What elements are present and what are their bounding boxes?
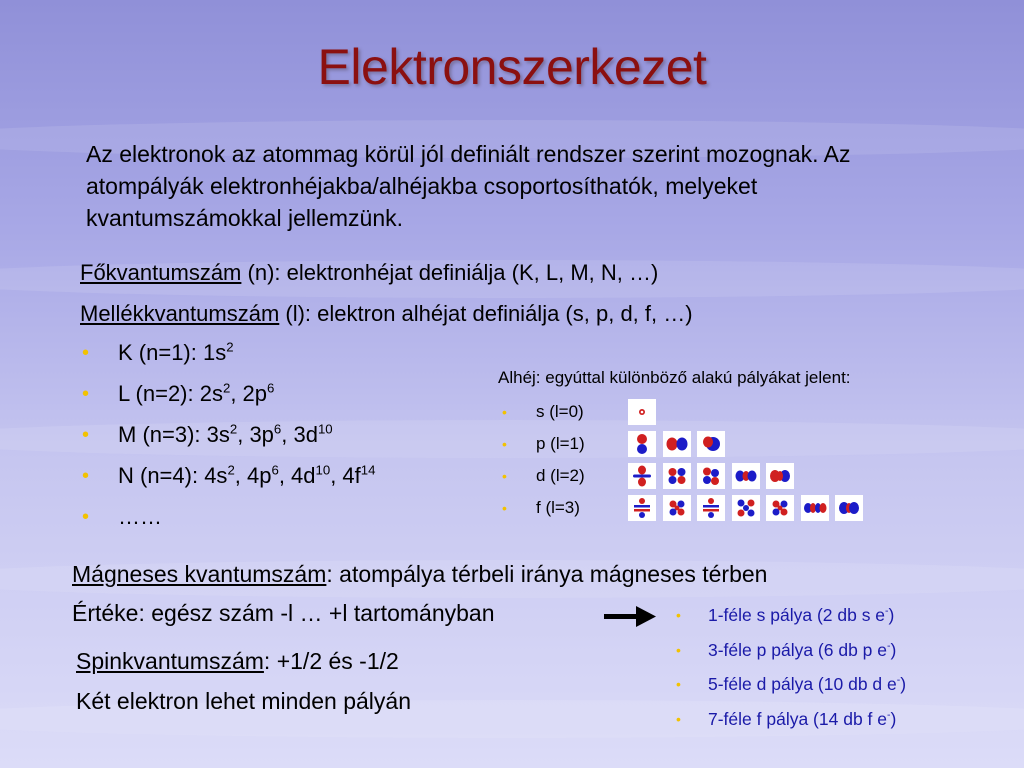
bullet-icon: • — [82, 465, 90, 487]
magnetic-quantum-line — [72, 561, 767, 588]
azimuthal-quantum-line — [80, 301, 693, 327]
subshell-item-f: • f (l=3) — [536, 494, 580, 522]
orbital-shape-icon — [663, 495, 691, 521]
orbital-shape-icon — [663, 431, 691, 457]
azimuthal-desc: (l): elektron alhéjat definiálja (s, p, d, f, …) — [279, 301, 693, 326]
bullet-icon: • — [502, 436, 507, 452]
bullet-icon: • — [676, 710, 681, 727]
orbital-shape-icon — [835, 495, 863, 521]
bullet-icon: • — [82, 383, 90, 405]
shell-item: • L (n=2): $2s^2$, $2p^6$ — [82, 380, 275, 406]
orbital-count-item: • 1-féle s pálya (2 db s e-) — [676, 605, 895, 625]
orbital-shape-icon — [628, 463, 656, 489]
orbital-shape-icon — [628, 495, 656, 521]
azimuthal-term: Mellékkvantumszám — [80, 301, 280, 326]
bullet-icon: • — [82, 424, 90, 446]
shell-item: • N (n=4): $4s^2$, $4p^6$, $4d^{10}$, $4f^{14}$ — [82, 462, 376, 488]
orbital-shape-icon — [628, 431, 656, 457]
bullet-icon: • — [676, 676, 681, 692]
orbital-shape-icon — [663, 463, 691, 489]
value-range-line: Értéke: egész szám -l … +l tartományban — [72, 600, 495, 626]
orbital-shape-icon — [697, 431, 725, 457]
orbital-count-item: • 5-féle d pálya (10 db d e-) — [676, 674, 907, 694]
bullet-icon: • — [82, 506, 90, 528]
slide-title: Elektronszerkezet — [317, 39, 707, 95]
orbital-shape-icon — [732, 463, 760, 489]
shell-item: • …… — [82, 504, 162, 529]
bullet-icon: • — [502, 404, 507, 420]
principal-term: Főkvantumszám — [80, 260, 242, 285]
bullet-icon: • — [82, 342, 90, 364]
orbital-count-item: • 3-féle p pálya (6 db p e-) — [676, 639, 897, 660]
spin-term: Spinkvantumszám — [76, 648, 264, 674]
orbital-count-item: • 7-féle f pálya (14 db f e-) — [676, 708, 897, 729]
principal-quantum-line — [80, 260, 658, 286]
magnetic-term: Mágneses kvantumszám — [72, 561, 327, 587]
shell-item: • M (n=3): $3s^2$, $3p^6$, $3d^{10}$ — [82, 421, 333, 447]
principal-desc: (n): elektronhéjat definiálja (K, L, M, N, …) — [241, 260, 659, 285]
bullet-icon: • — [676, 607, 681, 623]
bullet-icon: • — [502, 500, 507, 516]
magnetic-desc: : atompálya térbeli iránya mágneses térben — [326, 561, 768, 587]
orbital-count-list — [676, 603, 907, 741]
subshell-item-d: • d (l=2) — [536, 462, 585, 490]
subshell-title: Alhéj: egyúttal különböző alakú pályákat jelent: — [498, 368, 851, 387]
shell-item: • K (n=1): $1s^2$ — [82, 339, 234, 365]
subshell-item-p: • p (l=1) — [536, 430, 585, 458]
orbital-shape-icon — [628, 399, 656, 425]
bullet-icon: • — [502, 468, 507, 484]
orbital-shape-icon — [697, 495, 725, 521]
orbital-shape-icon — [801, 495, 829, 521]
bullet-icon: • — [676, 641, 681, 658]
intro-paragraph: Az elektronok az atommag körül jól definiált rendszer szerint mozognak. Az atompályák elektronhéjakba/alhéjakba csoportosíthatók, melyeket kvantumszámokkal jellemzünk. — [86, 141, 851, 231]
orbital-shape-icon — [766, 463, 794, 489]
shell-list — [82, 339, 376, 545]
orbital-shape-icon — [732, 495, 760, 521]
orbital-shape-icon — [697, 463, 725, 489]
spin-quantum-line — [76, 648, 399, 675]
spin-desc: : +1/2 és -1/2 — [263, 648, 399, 674]
orbital-shape-icon — [766, 495, 794, 521]
subshell-item-s: • s (l=0) — [536, 398, 584, 426]
right-arrow-icon — [604, 605, 656, 632]
two-electrons-line: Két elektron lehet minden pályán — [76, 688, 411, 714]
